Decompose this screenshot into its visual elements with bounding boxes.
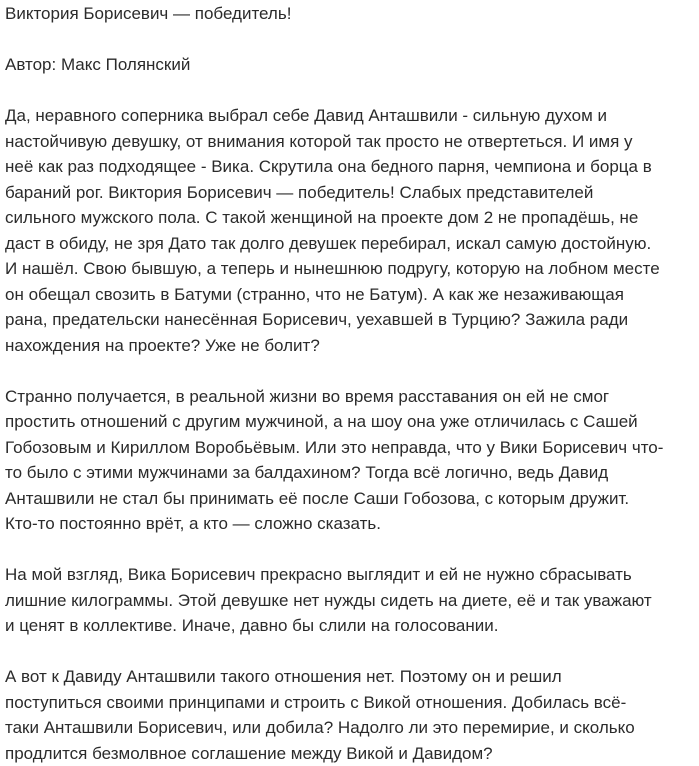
article-title: Виктория Борисевич — победитель! <box>5 1 694 27</box>
paragraph-line: даст в обиду, не зря Дато так долго девушек перебирал, искал самую достойную. <box>5 231 694 257</box>
paragraph-line: Гобозовым и Кириллом Воробьёвым. Или это неправда, что у Вики Борисевич что- <box>5 435 694 461</box>
paragraph-line: Кто-то постоянно врёт, а кто — сложно сказать. <box>5 511 694 537</box>
paragraph-line: Анташвили не стал бы принимать её после Саши Гобозова, с которым дружит. <box>5 486 694 512</box>
paragraph-3 <box>5 562 694 639</box>
paragraph-4 <box>5 664 694 766</box>
paragraph-line: и ценят в коллективе. Иначе, давно бы слили на голосовании. <box>5 613 694 639</box>
spacer <box>5 639 694 665</box>
spacer <box>5 78 694 104</box>
paragraph-line: неё как раз подходящее - Вика. Скрутила она бедного парня, чемпиона и борца в <box>5 154 694 180</box>
paragraph-2 <box>5 384 694 537</box>
paragraph-line: таки Анташвили Борисевич, или добила? Надолго ли это перемирие, и сколько <box>5 715 694 741</box>
paragraph-line: он обещал свозить в Батуми (странно, что не Батум). А как же незаживающая <box>5 282 694 308</box>
paragraph-line: нахождения на проекте? Уже не болит? <box>5 333 694 359</box>
paragraph-line: Да, неравного соперника выбрал себе Давид Анташвили - сильную духом и <box>5 103 694 129</box>
paragraph-line: бараний рог. Виктория Борисевич — победитель! Слабых представителей <box>5 180 694 206</box>
paragraph-line: продлится безмолвное соглашение между Викой и Давидом? <box>5 741 694 766</box>
paragraph-line: сильного мужского пола. С такой женщиной на проекте дом 2 не пропадёшь, не <box>5 205 694 231</box>
spacer <box>5 537 694 563</box>
paragraph-line: рана, предательски нанесённая Борисевич, уехавшей в Турцию? Зажила ради <box>5 307 694 333</box>
paragraph-line: На мой взгляд, Вика Борисевич прекрасно выглядит и ей не нужно сбрасывать <box>5 562 694 588</box>
paragraph-line: простить отношений с другим мужчиной, а на шоу она уже отличилась с Сашей <box>5 409 694 435</box>
paragraph-line: И нашёл. Свою бывшую, а теперь и нынешнюю подругу, которую на лобном месте <box>5 256 694 282</box>
spacer <box>5 27 694 53</box>
paragraph-line: А вот к Давиду Анташвили такого отношения нет. Поэтому он и решил <box>5 664 694 690</box>
paragraph-line: лишние килограммы. Этой девушке нет нужды сидеть на диете, её и так уважают <box>5 588 694 614</box>
paragraph-line: настойчивую девушку, от внимания которой так просто не отвертеться. И имя у <box>5 129 694 155</box>
spacer <box>5 358 694 384</box>
paragraph-line: Странно получается, в реальной жизни во время расставания он ей не смог <box>5 384 694 410</box>
article-author: Автор: Макс Полянский <box>5 52 694 78</box>
paragraph-1 <box>5 103 694 358</box>
paragraph-line: то было с этими мужчинами за балдахином? Тогда всё логично, ведь Давид <box>5 460 694 486</box>
paragraph-line: поступиться своими принципами и строить с Викой отношения. Добилась всё- <box>5 690 694 716</box>
